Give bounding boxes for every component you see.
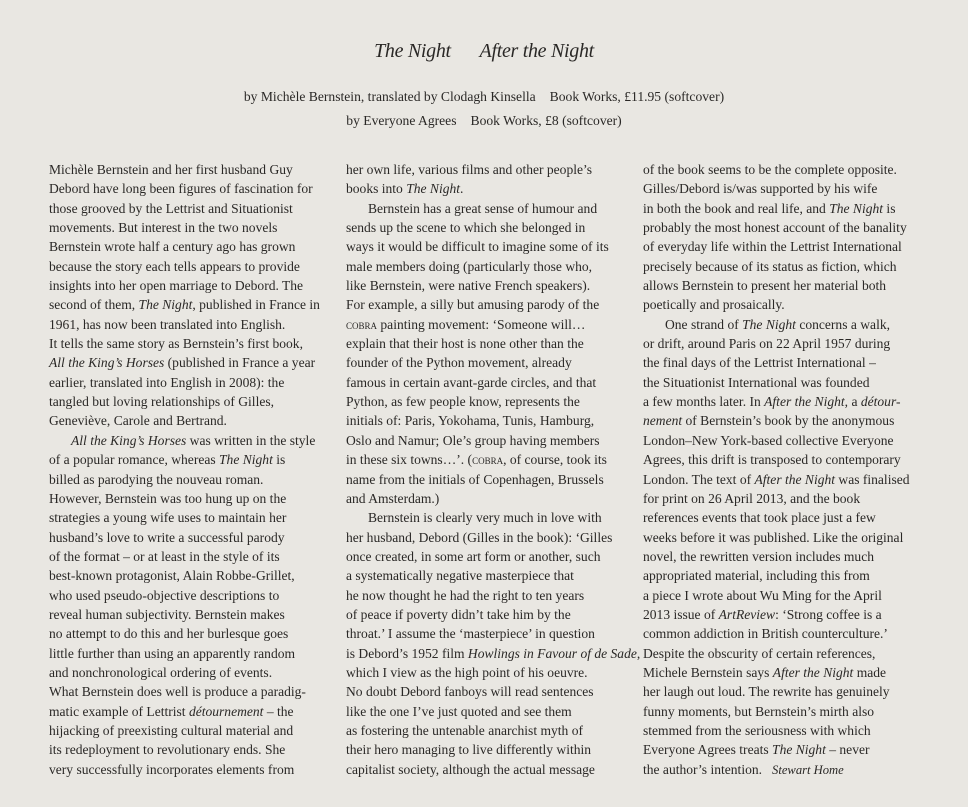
credit-line-1 [0, 89, 968, 105]
text-line: cobra painting movement: ‘Someone will… [346, 316, 586, 332]
text-line: No doubt Debord fanboys will read sentences [346, 684, 594, 700]
text-line: founder of the Python movement, already [346, 355, 572, 371]
credit-collective: by Everyone Agrees [346, 113, 457, 128]
text-line: because the story each tells appears to provide [49, 258, 300, 274]
text-line: billed as parodying the nouveau roman. [49, 471, 264, 487]
text-line: famous in certain avant-garde circles, and that [346, 374, 597, 390]
text-line: and Amsterdam.) [346, 490, 440, 506]
text-column-3 [643, 160, 933, 779]
text-column-1 [49, 160, 339, 779]
text-line: husband’s love to write a successful parody [49, 529, 285, 545]
text-line: What Bernstein does well is produce a paradig- [49, 684, 306, 700]
text-line: the final days of the Lettrist International – [643, 355, 876, 371]
text-line: a systematically negative masterpiece that [346, 568, 574, 584]
text-line: male members doing (particularly those who, [346, 258, 593, 274]
text-line: 2013 issue of ArtReview: ‘Strong coffee is a [643, 606, 882, 622]
text-line: novel, the rewritten version includes much [643, 548, 874, 564]
text-line: like Bernstein, were native French speakers). [346, 278, 591, 294]
text-line: Debord have long been figures of fascination for [49, 181, 313, 197]
text-line: Python, as few people know, represents the [346, 394, 580, 410]
text-line: little further than using an apparently random [49, 645, 296, 661]
title-after-the-night: After the Night [479, 40, 594, 62]
text-line: sends up the scene to which she belonged in [346, 220, 586, 236]
text-line: ways it would be difficult to imagine some of its [346, 239, 609, 255]
text-line: who used pseudo-objective descriptions to [49, 587, 280, 603]
text-line: its redeployment to revolutionary ends. She [49, 742, 286, 758]
text-line: However, Bernstein was too hung up on the [49, 490, 287, 506]
text-line: London. The text of After the Night was finalised [643, 471, 910, 487]
text-line: reveal human subjectivity. Bernstein makes [49, 606, 285, 622]
text-line: earlier, translated into English in 2008): the [49, 374, 285, 390]
text-line: probably the most honest account of the banality [643, 220, 907, 236]
text-line: Agrees, this drift is transposed to contemporary [643, 452, 901, 468]
text-line: stemmed from the seriousness with which [643, 722, 871, 738]
title-the-night: The Night [374, 40, 451, 62]
text-line: matic example of Lettrist détournement – the [49, 703, 294, 719]
text-line: and nonchronological ordering of events. [49, 664, 273, 680]
text-line: strategies a young wife uses to maintain her [49, 510, 287, 526]
text-line: for print on 26 April 2013, and the book [643, 490, 861, 506]
text-line: her own life, various films and other people’s [346, 162, 593, 177]
text-line: in both the book and real life, and The Night is [643, 200, 896, 216]
credit-publisher-price-1: Book Works, £11.95 (softcover) [549, 89, 725, 104]
text-line: of the book seems to be the complete opposite. [643, 162, 897, 177]
text-line: like the one I’ve just quoted and see them [346, 703, 572, 719]
text-line: movements. But interest in the two novels [49, 220, 278, 236]
text-line: he now thought he had the right to ten years [346, 587, 585, 603]
text-line: books into The Night. [346, 181, 464, 197]
text-line: precisely because of its status as fiction, which [643, 258, 897, 274]
text-line: insights into her open marriage to Debord. The [49, 278, 304, 294]
text-line: once created, in some art form or another, such [346, 548, 601, 564]
text-line: of everyday life within the Lettrist International [643, 239, 902, 255]
text-line: those grooved by the Lettrist and Situationist [49, 200, 293, 216]
text-line: Bernstein has a great sense of humour and [368, 200, 598, 216]
text-line: very successfully incorporates elements from [49, 761, 295, 777]
text-line: which I view as the high point of his oeuvre. [346, 664, 588, 680]
text-line: weeks before it was published. Like the original [643, 529, 904, 545]
text-column-2 [346, 160, 641, 779]
text-line: London–New York-based collective Everyone [643, 432, 894, 448]
credit-line-2 [0, 113, 968, 129]
text-line: the Situationist International was founded [643, 374, 870, 390]
text-line: name from the initials of Copenhagen, Brussels [346, 471, 604, 487]
text-line: Bernstein is clearly very much in love with [368, 510, 602, 526]
text-line: 1961, has now been translated into English. [49, 316, 286, 332]
text-line: her husband, Debord (Gilles in the book): ‘Gilles [346, 529, 613, 545]
text-line: explain that their host is none other than the [346, 336, 584, 352]
text-line: of the format – or at least in the style of its [49, 548, 280, 564]
text-line: capitalist society, although the actual message [346, 761, 595, 777]
text-line: throat.’ I assume the ‘masterpiece’ in question [346, 626, 595, 642]
author-signature: Stewart Home [772, 762, 844, 777]
text-line: Oslo and Namur; Ole’s group having members [346, 432, 600, 448]
text-line: second of them, The Night, published in France in [49, 297, 320, 313]
text-line: common addiction in British counterculture.’ [643, 626, 888, 642]
text-line: All the King’s Horses (published in France a year [49, 355, 316, 371]
text-line: Despite the obscurity of certain references, [643, 645, 876, 661]
text-line: of a popular romance, whereas The Night is [49, 452, 286, 468]
text-line: For example, a silly but amusing parody of the [346, 297, 600, 313]
text-line: Geneviève, Carole and Bertrand. [49, 413, 227, 429]
text-line: One strand of The Night concerns a walk, [665, 316, 890, 332]
text-line: a few months later. In After the Night, a détour- [643, 394, 901, 410]
text-line: Gilles/Debord is/was supported by his wife [643, 181, 878, 197]
text-line: or drift, around Paris on 22 April 1957 during [643, 336, 891, 352]
text-line: It tells the same story as Bernstein’s first book, [49, 336, 303, 352]
text-line: hijacking of preexisting cultural material and [49, 722, 294, 738]
text-line: a piece I wrote about Wu Ming for the April [643, 587, 882, 603]
text-line: poetically and prosaically. [643, 297, 785, 313]
text-line: initials of: Paris, Yokohama, Tunis, Hamburg, [346, 413, 595, 429]
credit-publisher-price-2: Book Works, £8 (softcover) [470, 113, 622, 128]
text-line: in these six towns…’. (cobra, of course, took its [346, 452, 607, 468]
text-line: funny moments, but Bernstein’s mirth also [643, 703, 875, 719]
text-line: allows Bernstein to present her material both [643, 278, 887, 294]
text-line: no attempt to do this and her burlesque goes [49, 626, 289, 642]
text-line: All the King’s Horses was written in the style [71, 432, 316, 448]
text-line: as fostering the untenable anarchist myth of [346, 722, 583, 738]
text-line: appropriated material, including this from [643, 568, 870, 584]
text-line: references events that took place just a few [643, 510, 876, 526]
text-line: Michele Bernstein says After the Night made [643, 664, 887, 680]
text-line: best-known protagonist, Alain Robbe-Grillet, [49, 568, 295, 584]
text-line: her laugh out loud. The rewrite has genuinely [643, 684, 890, 700]
text-line: nement of Bernstein’s book by the anonymous [643, 413, 895, 429]
text-line: Bernstein wrote half a century ago has grown [49, 239, 296, 255]
credit-author-translator: by Michèle Bernstein, translated by Clodagh Kinsella [243, 89, 536, 104]
text-line: of peace if poverty didn’t take him by the [346, 606, 571, 622]
text-line: Everyone Agrees treats The Night – never [643, 742, 870, 758]
text-line: their hero managing to live differently within [346, 742, 592, 758]
text-line: is Debord’s 1952 film Howlings in Favour of de Sade, [346, 645, 641, 661]
text-line: Michèle Bernstein and her first husband Guy [49, 162, 293, 177]
review-title [0, 40, 968, 63]
text-line: the author’s intention. Stewart Home [643, 761, 844, 777]
text-line: tangled but loving relationships of Gilles, [49, 394, 274, 410]
